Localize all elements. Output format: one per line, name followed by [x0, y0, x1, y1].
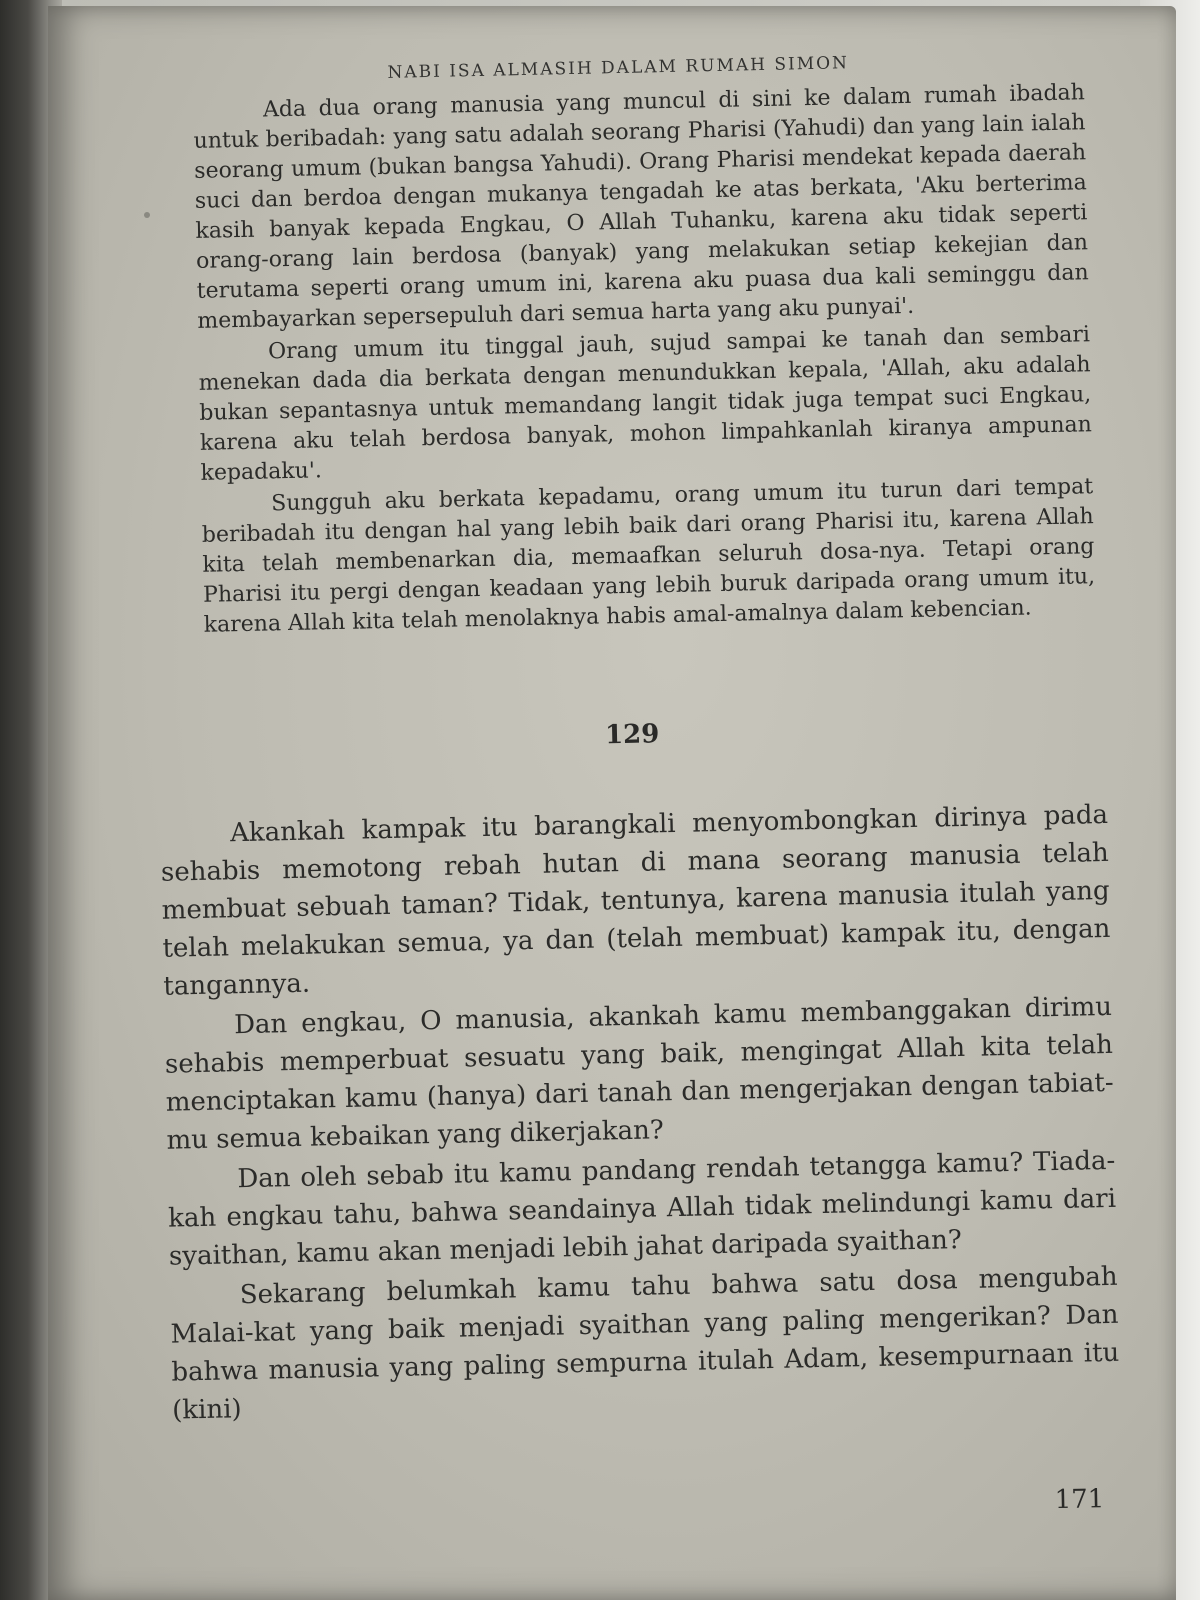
paragraph: Ada dua orang manusia yang muncul di sini ke dalam rumah ibadah untuk beribadah: yang satu adalah seorang Pharisi (Yahudi) dan yang lain ialah seorang umum (bukan bangsa Yahudi). Orang Pharisi mendekat kepada daerah suci dan berdoa dengan mukanya tengadah ke atas berkata, 'Aku berterima kasih banyak kepada Engkau, O Allah Tuhanku, karena aku tidak seperti orang-orang lain berdosa (banyak) yang melakukan setiap kekejian dan terutama seperti orang umum ini, karena aku puasa dua kali seminggu dan membayarkan sepersepuluh dari semua harta yang aku punyai'.: [193, 80, 1089, 334]
section-2: [160, 796, 1121, 1430]
paragraph: Akankah kampak itu barangkali menyombongkan dirinya pada sehabis memotong rebah hutan di mana seorang manusia telah membuat sebuah taman? Tidak, tentunya, karena manusia itulah yang telah melakukan semua, ya dan (telah membuat) kampak itu, dengan tangannya.: [160, 799, 1111, 1002]
paragraph: Dan oleh sebab itu kamu pandang rendah tetangga kamu? Tiada-kah engkau tahu, bahwa seandainya Allah tidak melindungi kamu dari syaithan, kamu akan menjadi lebih jahat daripada syaithan?: [167, 1145, 1117, 1272]
paragraph: Dan engkau, O manusia, akankah kamu membanggakan dirimu sehabis memperbuat sesuatu yang baik, mengingat Allah kita telah menciptakan kamu (hanya) dari tanah dan mengerjakan dengan tabiat-mu semua kebaikan yang dikerjakan?: [164, 991, 1114, 1156]
page-number: 171: [1054, 1484, 1105, 1516]
running-head: NABI ISA ALMASIH DALAM RUMAH SIMON: [387, 53, 850, 83]
section-1: [145, 78, 1104, 642]
paragraph: Sekarang belumkah kamu tahu bahwa satu dosa mengubah Malai-kat yang baik menjadi syaithan yang paling mengerikan? Dan bahwa manusia yang paling sempurna itulah Adam, kesempurnaan itu (kini): [170, 1261, 1120, 1426]
book-page: [48, 6, 1176, 1600]
chapter-number: 129: [604, 719, 660, 751]
page-content: [144, 48, 1120, 1516]
paragraph: Orang umum itu tinggal jauh, sujud sampai ke tanah dan sembari menekan dada dia berkata dengan menundukkan kepala, 'Allah, aku adalah bukan sepantasnya untuk memandang langit tidak juga tempat suci Engkau, karena aku telah berdosa banyak, mohon limpahkanlah kiranya ampunan kepadaku'.: [198, 322, 1093, 486]
paragraph: Sungguh aku berkata kepadamu, orang umum itu turun dari tempat beribadah itu dengan hal yang lebih baik dari orang Pharisi itu, karena Allah kita telah membenarkan dia, memaafkan seluruh dosa-nya. Tetapi orang Pharisi itu pergi dengan keadaan yang lebih buruk daripada orang umum itu, karena Allah kita telah menolaknya habis amal-amalnya dalam kebencian.: [201, 474, 1096, 638]
